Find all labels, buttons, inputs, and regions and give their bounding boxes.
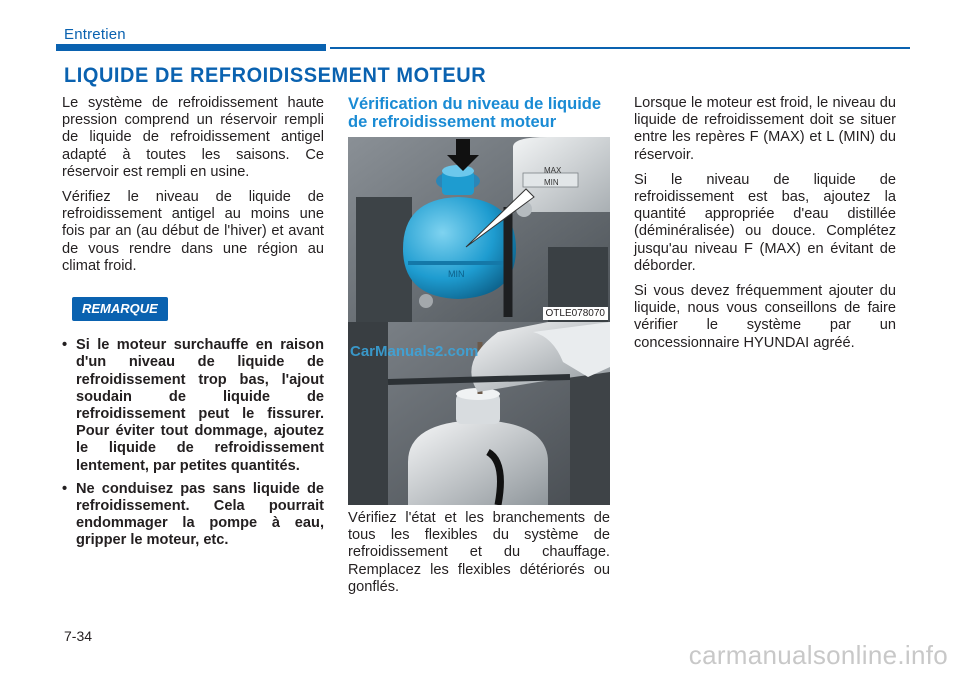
warning-list bbox=[62, 337, 324, 549]
tank-min-mark-zoom: MIN bbox=[544, 178, 559, 187]
page-title: LIQUIDE DE REFROIDISSEMENT MOTEUR bbox=[64, 64, 487, 87]
intro-paragraph: Le système de refroidissement haute pression comprend un réservoir rempli de liquide de refroidissement antigel adapté à toutes les saisons. Ce réservoir est rempli en usine. bbox=[62, 95, 324, 180]
header-rule-thin bbox=[330, 47, 910, 49]
warning-item-no-coolant: • Ne conduisez pas sans liquide de refroidissement. Cela pourrait endommager la pompe à eau, gripper le moteur, etc. bbox=[62, 481, 324, 550]
footer-watermark: carmanualsonline.info bbox=[688, 640, 948, 670]
dealer-paragraph: Si vous devez fréquemment ajouter du liquide, nous vous conseillons de faire vérifier le système par un concessionnaire HYUNDAI agréé. bbox=[634, 283, 896, 351]
note-badge: REMARQUE bbox=[72, 297, 168, 321]
warning-item-overheat: • Si le moteur surchauffe en raison d'un niveau de liquide de refroidissement trop bas, l'ajout soudain de liquide de refroidissement peut le fissurer. Pour éviter tout dommage, ajoutez le liquide de refroidissement lentement, par petites quantités. bbox=[62, 337, 324, 475]
check-paragraph: Vérifiez le niveau de liquide de refroidissement antigel au moins une fois par an (au début de l'hiver) et avant de vous rendre dans une région au climat froid. bbox=[62, 189, 324, 274]
hoses-paragraph: Vérifiez l'état et les branchements de tous les flexibles du système de refroidissement et du chauffage. Remplacez les flexibles détériorés ou gonflés. bbox=[348, 510, 610, 595]
coolant-reservoir-image bbox=[348, 137, 610, 322]
level-paragraph: Lorsque le moteur est froid, le niveau du liquide de refroidissement doit se situer entre les repères F (MAX) et L (MIN) du réservoir. bbox=[634, 95, 896, 163]
middle-column-text bbox=[348, 510, 610, 604]
page-number: 7-34 bbox=[64, 628, 93, 644]
tank-min-mark: MIN bbox=[448, 269, 465, 279]
site-watermark: CarManuals2.com bbox=[350, 343, 479, 360]
section-subtitle: Vérification du niveau de liquide de refroidissement moteur bbox=[348, 95, 602, 131]
header-rule-thick bbox=[56, 44, 326, 51]
add-coolant-paragraph: Si le niveau de liquide de refroidissement est bas, ajoutez la quantité appropriée d'eau distillée (déminéralisée) ou douce. Complétez jusqu'au niveau F (MAX) en évitant de déborder. bbox=[634, 171, 896, 274]
left-column bbox=[62, 95, 324, 556]
tank-max-mark: MAX bbox=[544, 166, 562, 175]
right-column bbox=[634, 95, 896, 360]
figure-code: OTLE078070 bbox=[543, 307, 609, 320]
section-header: Entretien bbox=[64, 26, 126, 43]
